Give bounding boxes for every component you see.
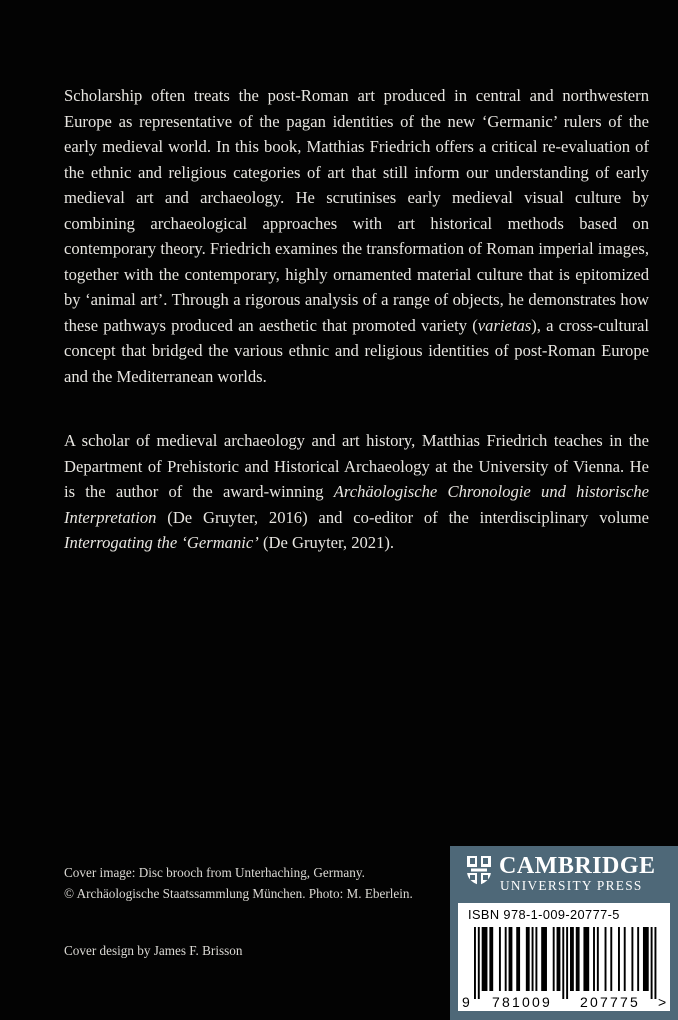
barcode-bar [499, 927, 501, 991]
publisher-subtitle: UNIVERSITY PRESS [500, 878, 643, 893]
barcode-bar [478, 927, 480, 999]
barcode-bar [553, 927, 555, 991]
author-bio [64, 428, 649, 556]
barcode-bar [605, 927, 607, 991]
cover-credit-line-2: © Archäologische Staatssammlung München. Photo: M. Eberlein. [64, 886, 413, 901]
barcode-bar [474, 927, 476, 999]
barcode-bar [643, 927, 649, 991]
description-text-2: ), a cross-cultural concept that bridged the various ethnic and religious identities of post-Roman Europe and the Mediterranean worlds. [64, 315, 649, 386]
bio-book-title-1: Archäologische Chronologie und historische Interpretation [64, 482, 649, 527]
barcode-bar [489, 927, 493, 991]
barcode-bar [597, 927, 599, 991]
bio-text-1: A scholar of medieval archaeology and art history, Matthias Friedrich teaches in the Department of Prehistoric and Historical Archaeology at the University of Vienna. He is the author of the award-winning [64, 431, 649, 501]
barcode-left-digits: 781009 [492, 994, 552, 1010]
publisher-name: CAMBRIDGE [499, 853, 656, 879]
description-italic-term: varietas [477, 315, 532, 335]
barcode-bar [618, 927, 620, 991]
bio-text-3: (De Gruyter, 2021). [258, 533, 395, 552]
barcode-quiet-mark: > [658, 994, 667, 1010]
barcode-bar [557, 927, 561, 991]
barcode-bar [562, 927, 564, 999]
barcode-bar [505, 927, 507, 991]
barcode-graphic [458, 903, 670, 1011]
cover-design-credit: Cover design by James F. Brisson [64, 943, 243, 958]
barcode-bar [535, 927, 537, 991]
barcode-bar [482, 927, 488, 991]
bio-book-title-2: Interrogating the ‘Germanic’ [64, 533, 259, 552]
barcode-bar [610, 927, 612, 991]
barcode-bar [541, 927, 547, 991]
barcode-bar [624, 927, 626, 991]
barcode-bar [526, 927, 530, 991]
university-shield-icon [466, 855, 492, 886]
isbn-label: ISBN 978-1-009-20777-5 [468, 907, 620, 922]
bio-text-2: (De Gruyter, 2016) and co-editor of the interdisciplinary volume [156, 507, 649, 527]
isbn-barcode [458, 903, 670, 1011]
cover-credit-line-1: Cover image: Disc brooch from Unterhaching, Germany. [64, 865, 365, 880]
barcode-right-digits: 207775 [580, 994, 640, 1010]
barcode-first-digit: 9 [462, 994, 470, 1010]
barcode-bar [654, 927, 656, 999]
barcode-bar [532, 927, 534, 991]
barcode-bar [570, 927, 574, 991]
barcode-bar [576, 927, 580, 991]
description-text-1: Scholarship often treats the post-Roman art produced in central and northwestern Europe as representative of the pagan identities of the new ‘Germanic’ rulers of the early medieval world. In this book, Matthias Friedrich offers a critical re-evaluation of the ethnic and religious categories of art that still inform our understanding of early medieval art and archaeology. He scrutinises early medieval visual culture by combining archaeological approaches with art historical methods based on contemporary theory. Friedrich examines the transformation of Roman imperial images, together with the contemporary, highly ornamented material culture that is epitomized by ‘animal art’. Through a rigorous analysis of a range of objects, he demonstrates how these pathways produced an aesthetic that promoted variety ( [64, 86, 649, 335]
barcode-bar [651, 927, 653, 999]
cover-image-credit [64, 862, 413, 904]
publisher-panel [450, 846, 678, 1020]
barcode-bar [631, 927, 633, 991]
barcode-bar [516, 927, 520, 991]
barcode-bar [566, 927, 568, 999]
book-description [64, 83, 649, 389]
barcode-bar [583, 927, 589, 991]
barcode-bar [593, 927, 595, 991]
barcode-bar [637, 927, 639, 991]
barcode-bar [509, 927, 513, 991]
